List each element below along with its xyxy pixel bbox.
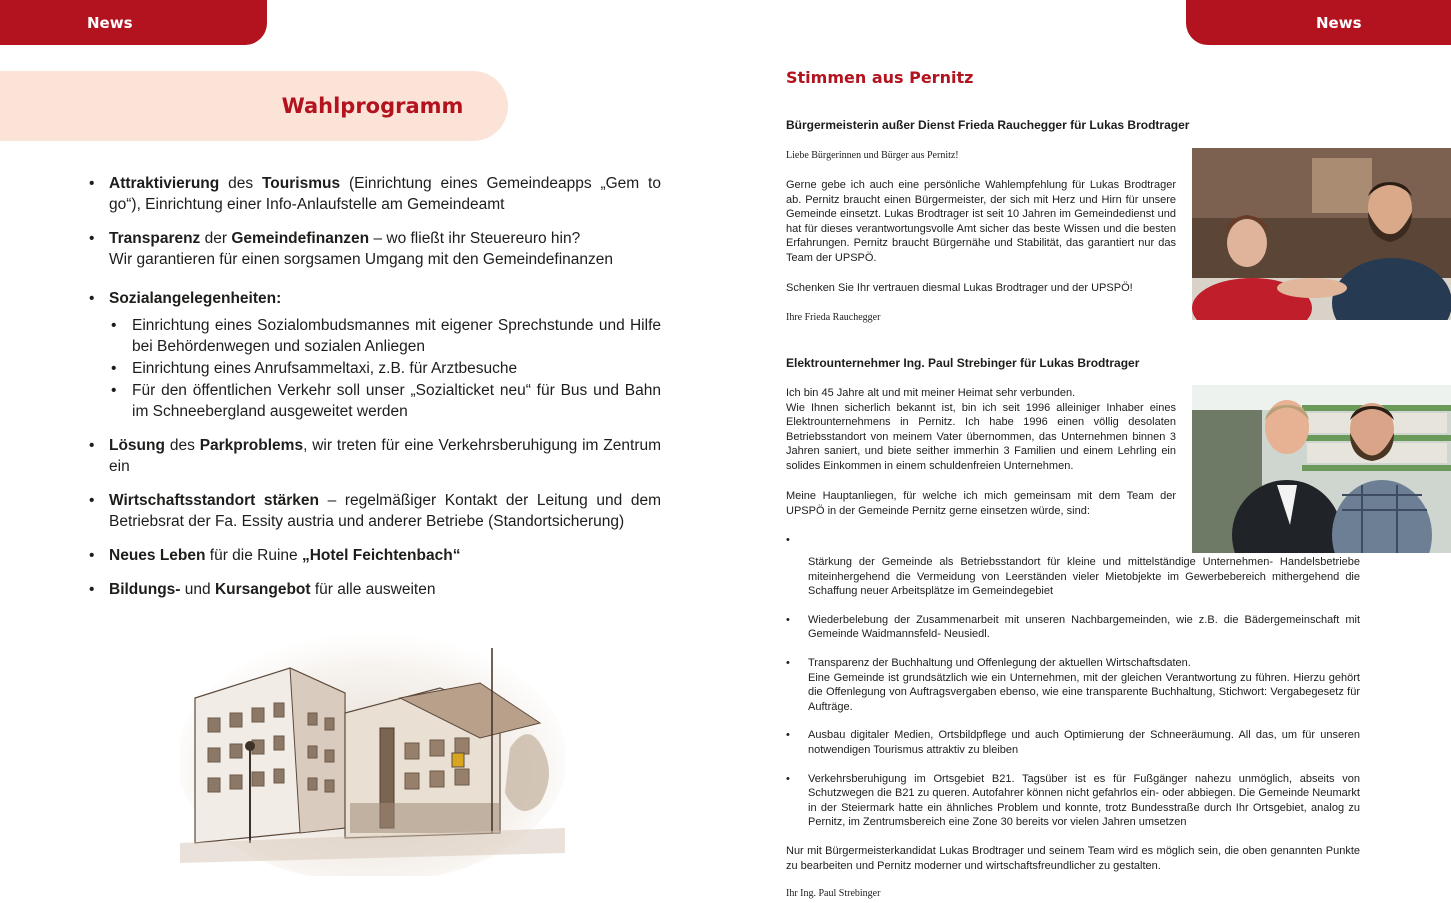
item-bold: Transparenz — [109, 230, 201, 247]
section2-concerns: Meine Hauptanliegen, für welche ich mich gemeinsam mit dem Team der UPSPÖ in der Gemeinde Pernitz gerne einsetzen würde, sind: — [786, 490, 1176, 517]
concern-bullet-text: Ausbau digitaler Medien, Ortsbildpflege und auch Optimierung der Schneeräumung. All das, um für unseren notwendigen Tourismus attraktiv zu bleiben — [808, 729, 1360, 756]
news-tab-right — [1186, 0, 1451, 45]
photo-rauchegger-brodtrager — [1192, 148, 1451, 320]
item-bold: Gemeindefinanzen — [231, 230, 370, 247]
item-text: und — [180, 581, 215, 598]
concern-bullet-neighbours — [786, 613, 1360, 642]
program-item-education — [87, 579, 661, 600]
section1-heading: Bürgermeisterin außer Dienst Frieda Rauchegger für Lukas Brodtrager — [786, 118, 1190, 132]
photo-strebinger-brodtrager — [1192, 385, 1451, 553]
item-text: für die Ruine — [205, 547, 302, 564]
item-bold: Sozialangelegenheiten: — [109, 290, 282, 307]
item-text: der — [200, 230, 232, 247]
news-tab-left-label: News — [87, 13, 133, 32]
item-text: , wir treten für eine Verkehrsberuhigung im Zentrum ein — [109, 437, 662, 475]
program-item-parking — [87, 435, 661, 477]
item-bold: „Hotel Feichtenbach“ — [301, 547, 461, 564]
section1-paragraph1: Gerne gebe ich auch eine persönliche Wahlempfehlung für Lukas Brodtrager ab. Pernitz braucht einen Bürgermeister, der sich mit Herz und Hirn für unsere Gemeinde einsetzt. Lukas Brodtrager ist seit 10 Jahren im Gemeindedienst und hat für dieses verantwortungsvolle Amt sicher das beste Wissen und die besten Erfahrungen. Pernitz braucht Bürgernähe und Stabilität, das garantiert nur das Team der UPSPÖ. — [786, 179, 1176, 264]
section1-signature: Ihre Frieda Rauchegger — [786, 312, 881, 323]
item-bold: Wirtschaftsstandort stärken — [109, 492, 320, 509]
item-text: für alle ausweiten — [310, 581, 436, 598]
item-text: – regelmäßiger Kontakt der Leitung und dem Betriebsrat der Fa. Essity austria und anderer Betriebe (Standortsicherung) — [109, 492, 661, 530]
program-item-social — [87, 288, 661, 309]
item-text: Wir garantieren für einen sorgsamen Umgang mit den Gemeindefinanzen — [109, 251, 614, 268]
concern-bullet-digital — [786, 728, 1360, 757]
news-tab-left — [0, 0, 267, 45]
section2-closing: Nur mit Bürgermeisterkandidat Lukas Brodtrager und seinem Team wird es möglich sein, die oben genannten Punkte zu bearbeiten und Pernitz moderner und wirtschaftsfreundlicher zu gestalten. — [786, 844, 1360, 872]
wahlprogramm-title: Wahlprogramm — [281, 94, 464, 118]
program-item-tourism — [87, 173, 661, 215]
program-item-finances — [87, 228, 661, 270]
social-sub-item: • Einrichtung eines Sozialombudsmannes mit eigener Sprechstunde und Hilfe bei Behördenwegen und sozialen Anliegen — [87, 315, 661, 357]
section2-bullets — [786, 533, 1360, 902]
item-bold: Attraktivierung — [109, 175, 220, 192]
section2-intro-line1: Ich bin 45 Jahre alt und mit meiner Heimat sehr verbunden. — [786, 387, 1076, 399]
item-bold: Lösung — [109, 437, 165, 454]
concern-bullet-text: Transparenz der Buchhaltung und Offenlegung der aktuellen Wirtschaftsdaten. — [808, 656, 1191, 669]
concern-bullet-text: Verkehrsberuhigung im Ortsgebiet B21. Tagsüber ist es für Fußgänger nahezu unmöglich, abseits von Schutzwegen die B21 zu queren. Autofahrer können nicht gefahrlos ein- oder abbiegen. Die Gemeinde Neumarkt in der Steiermark hatte ein ähnliches Problem und konnte, trotz Bundesstraße durch Ihr Ortsgebiet, analog zu Pernitz, im Zentrumsbereich eine Zone 30 bereits vor vielen Jahren umsetzen — [808, 772, 1360, 829]
program-item-business — [87, 490, 661, 532]
section2-heading: Elektrounternehmer Ing. Paul Strebinger für Lukas Brodtrager — [786, 356, 1140, 370]
section2-signature: Ihr Ing. Paul Strebinger — [786, 888, 881, 900]
item-text: – wo fließt ihr Steuereuro hin? — [369, 230, 581, 247]
news-tab-right-label: News — [1316, 13, 1362, 32]
item-bold: Kursangebot — [214, 581, 311, 598]
wahlprogramm-list — [87, 173, 661, 600]
section2-intro-rest: Wie Ihnen sicherlich bekannt ist, bin ich seit 1996 alleiniger Inhaber eines Elektrounternehmens in Pernitz. Ich habe 1996 einen völlig desolaten Betriebsstandort von meinem Vater übernommen, das Unternehmen binnen 3 Jahren saniert, und biete seither immerhin 3 Familien und einem Lehrling ein solides Einkommen in einem schuldenfreien Unternehmen. — [786, 401, 1176, 472]
item-bold: Neues Leben — [109, 547, 206, 564]
item-text: des — [219, 175, 262, 192]
concern-bullet-transparency — [786, 656, 1360, 714]
section2-intro — [786, 386, 1176, 474]
stimmen-title: Stimmen aus Pernitz — [786, 68, 974, 87]
item-bold: Bildungs- — [109, 581, 181, 598]
building-sketch-image — [180, 628, 565, 876]
concern-bullet-traffic — [786, 772, 1360, 830]
item-text: (Einrichtung eines Gemeindeapps „Gem to go“), Einrichtung einer Info-Anlaufstelle am Gemeindeamt — [109, 175, 661, 213]
item-text: des — [164, 437, 200, 454]
item-bold: Parkproblems — [199, 437, 304, 454]
concern-bullet-text: Stärkung der Gemeinde als Betriebsstandort für kleine und mittelständige Unternehmen- Handelsbetriebe miteinhergehend die Vermeidung von Leerständen vieler Mietobjekte im Gewerbebereich mithergehend die Schaffung neuer Arbeitsplätze im Gemeindegebiet — [808, 556, 1360, 598]
section1-paragraph2: Schenken Sie Ihr vertrauen diesmal Lukas Brodtrager und der UPSPÖ! — [786, 282, 1133, 294]
concern-bullet-text: Wiederbelebung der Zusammenarbeit mit unseren Nachbargemeinden, wie z.B. die Bädergemeinschaft mit Gemeinde Waidmannsfeld- Neusiedl. — [808, 613, 1360, 641]
concern-bullet-business — [786, 533, 1360, 599]
social-sub-item: • Einrichtung eines Anrufsammeltaxi, z.B. für Arztbesuche — [87, 358, 661, 379]
wahlprogramm-banner — [0, 71, 508, 141]
concern-bullet-text: Eine Gemeinde ist grundsätzlich wie ein Unternehmen, mit der gleichen Verantwortung zu führen. Hierzu gehört die Offenlegung von Auftragsvergaben ebenso, wie eine transparente Buchhaltung, Stichwort: Vergabegesetz für Aufträge. — [808, 671, 1360, 713]
section1-salutation: Liebe Bürgerinnen und Bürger aus Pernitz! — [786, 150, 959, 161]
social-sub-item: • Für den öffentlichen Verkehr soll unser „Sozialticket neu“ für Bus und Bahn im Schneebergland ausgeweitet werden — [87, 380, 661, 422]
program-item-hotel — [87, 545, 661, 566]
item-bold: Tourismus — [261, 175, 341, 192]
